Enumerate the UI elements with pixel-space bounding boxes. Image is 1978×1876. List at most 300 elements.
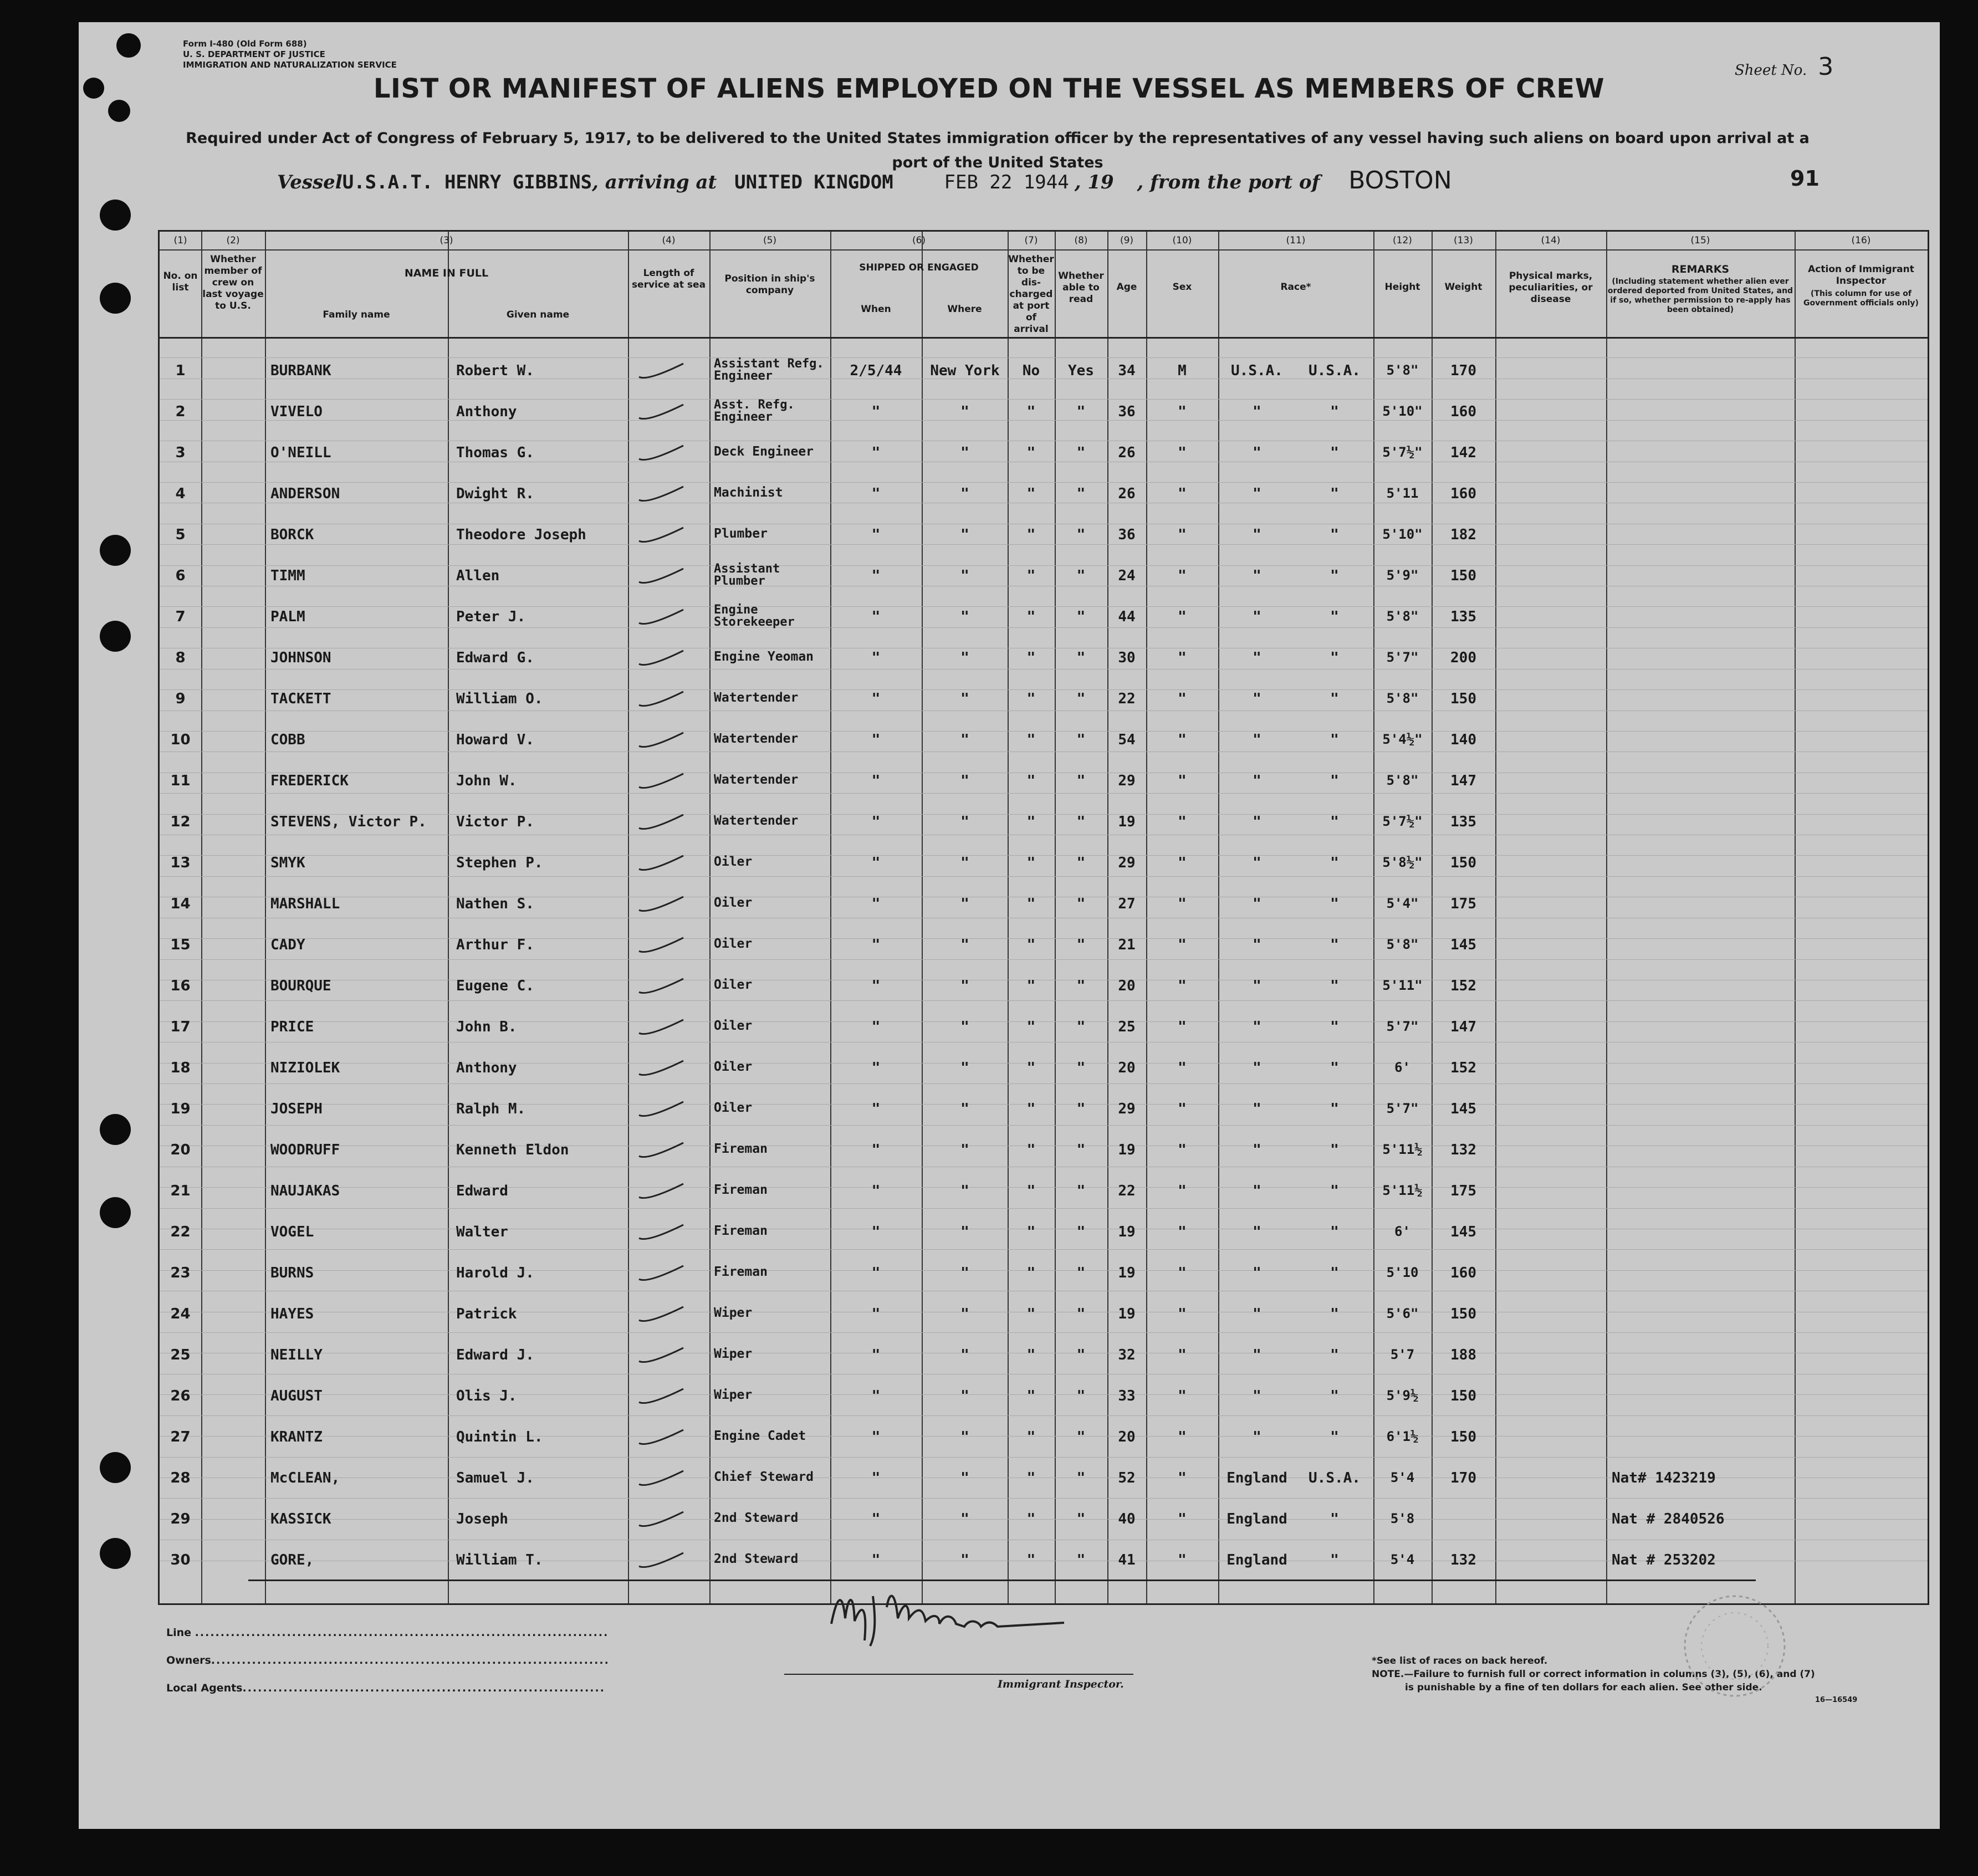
discharged: " <box>1026 691 1036 707</box>
service-check-mark <box>636 1550 686 1572</box>
height: 5'7½" <box>1382 444 1423 460</box>
weight: 145 <box>1450 1101 1476 1117</box>
punch-hole <box>116 33 141 58</box>
sex: " <box>1178 732 1187 748</box>
position: Assistant Refg. Engineer <box>714 357 824 383</box>
family-name: COBB <box>270 732 305 748</box>
nationality: " <box>1330 526 1339 543</box>
vessel-line <box>277 166 1452 195</box>
service-check-mark <box>636 729 686 752</box>
able-to-read: " <box>1076 814 1086 830</box>
position: Watertender <box>714 814 799 828</box>
row-number: 23 <box>170 1265 191 1281</box>
row-number: 22 <box>170 1224 191 1240</box>
age: 41 <box>1118 1552 1136 1568</box>
column-number: (4) <box>662 235 676 246</box>
race: " <box>1253 978 1261 994</box>
nationality: " <box>1330 1306 1339 1322</box>
given-name: Edward <box>456 1183 508 1199</box>
position: Fireman <box>714 1142 768 1156</box>
race: " <box>1253 444 1261 461</box>
shipped-where: " <box>960 773 969 789</box>
race: " <box>1253 1019 1261 1035</box>
shipped-where: " <box>960 609 969 625</box>
service-check-mark <box>636 1180 686 1203</box>
age: 54 <box>1118 732 1136 748</box>
row-number: 17 <box>170 1019 191 1035</box>
column-number: (1) <box>173 235 187 246</box>
shipped-when: " <box>871 937 881 953</box>
shipped-where: " <box>960 978 969 994</box>
family-name: KRANTZ <box>270 1429 323 1445</box>
punch-hole <box>100 1197 131 1228</box>
row-number: 11 <box>170 773 191 789</box>
position: Wiper <box>714 1347 753 1361</box>
height: 5'11½ <box>1382 1183 1423 1198</box>
position: Oiler <box>714 978 753 992</box>
position: Watertender <box>714 732 799 746</box>
family-name: PRICE <box>270 1019 314 1035</box>
family-name: McCLEAN, <box>270 1470 340 1486</box>
able-to-read: " <box>1076 1183 1086 1199</box>
row-rule <box>160 606 1928 607</box>
shipped-where: " <box>960 1388 969 1404</box>
shipped-when: " <box>871 526 881 543</box>
sex: " <box>1178 444 1187 461</box>
discharged: " <box>1026 1101 1036 1117</box>
height: 5'8" <box>1386 773 1419 788</box>
race: " <box>1253 855 1261 871</box>
age: 27 <box>1118 896 1136 912</box>
able-to-read: " <box>1076 1388 1086 1404</box>
header-divider <box>160 337 1928 339</box>
sex: " <box>1178 1101 1187 1117</box>
able-to-read: " <box>1076 1019 1086 1035</box>
family-name: BURNS <box>270 1265 314 1281</box>
given-name: Kenneth Eldon <box>456 1142 569 1158</box>
height: 5'4 <box>1390 1470 1415 1485</box>
height: 5'7" <box>1386 1101 1419 1116</box>
row-number: 20 <box>170 1142 191 1158</box>
sex: " <box>1178 485 1187 502</box>
age: 26 <box>1118 485 1136 502</box>
nationality: " <box>1330 1060 1339 1076</box>
position: Plumber <box>714 526 768 541</box>
able-to-read: " <box>1076 1224 1086 1240</box>
discharged: No <box>1022 362 1040 379</box>
shipped-when: " <box>871 691 881 707</box>
shipped-when: " <box>871 773 881 789</box>
weight: 175 <box>1450 1183 1476 1199</box>
header-discharged: Whether to be dis-charged at port of arrival <box>1008 254 1054 335</box>
row-number: 13 <box>170 855 191 871</box>
able-to-read: " <box>1076 773 1086 789</box>
race: " <box>1253 896 1261 912</box>
family-name: NEILLY <box>270 1347 323 1363</box>
given-name: Victor P. <box>456 814 534 830</box>
position: Watertender <box>714 773 799 787</box>
position: Oiler <box>714 1101 753 1115</box>
header-remarks: REMARKS <box>1671 263 1730 275</box>
height: 5'9" <box>1386 568 1419 583</box>
able-to-read: " <box>1076 1511 1086 1527</box>
service-check-mark <box>636 442 686 464</box>
given-name: Howard V. <box>456 732 534 748</box>
punch-hole <box>100 283 131 314</box>
age: 33 <box>1118 1388 1136 1404</box>
shipped-when: " <box>871 485 881 502</box>
penalty-note: NOTE.—Failure to furnish full or correct information in columns (3), (5), (6), and (7) <box>1372 1669 1815 1680</box>
shipped-when: " <box>871 896 881 912</box>
position: Engine Yeoman <box>714 650 814 664</box>
age: 22 <box>1118 1183 1136 1199</box>
discharged: " <box>1026 1060 1036 1076</box>
sex: " <box>1178 1019 1187 1035</box>
service-check-mark <box>636 1098 686 1121</box>
shipped-where: " <box>960 1306 969 1322</box>
header-when: When <box>861 304 891 315</box>
race: " <box>1253 1265 1261 1281</box>
height: 6' <box>1394 1060 1410 1075</box>
given-name: Dwight R. <box>456 485 534 502</box>
weight: 152 <box>1450 1060 1476 1076</box>
shipped-where: " <box>960 814 969 830</box>
shipped-when: " <box>871 1429 881 1445</box>
column-number: (7) <box>1024 235 1038 246</box>
able-to-read: " <box>1076 1470 1086 1486</box>
service-check-mark <box>636 647 686 669</box>
height: 5'4 <box>1390 1552 1415 1567</box>
position: Chief Steward <box>714 1470 814 1484</box>
row-number: 16 <box>170 978 191 994</box>
height: 5'7 <box>1390 1347 1415 1362</box>
shipped-when: " <box>871 1552 881 1568</box>
header-name-in-full: NAME IN FULL <box>404 267 489 279</box>
family-name: NAUJAKAS <box>270 1183 340 1199</box>
row-rule <box>160 1125 1928 1126</box>
sex: " <box>1178 937 1187 953</box>
given-name: Nathen S. <box>456 896 534 912</box>
race: " <box>1253 568 1261 584</box>
service-check-mark <box>636 401 686 423</box>
weight: 188 <box>1450 1347 1476 1363</box>
sheet-label: Sheet No. <box>1735 62 1807 79</box>
sex: " <box>1178 1552 1187 1568</box>
row-number: 27 <box>170 1429 191 1445</box>
column-number: (2) <box>226 235 240 246</box>
given-name: Stephen P. <box>456 855 543 871</box>
age: 19 <box>1118 1224 1136 1240</box>
row-rule <box>160 565 1928 566</box>
given-name: Anthony <box>456 403 517 420</box>
race: " <box>1253 1429 1261 1445</box>
given-name: Joseph <box>456 1511 508 1527</box>
family-name: SMYK <box>270 855 305 871</box>
inspector-signature <box>820 1574 1075 1652</box>
shipped-when: " <box>871 1470 881 1486</box>
sex: " <box>1178 1511 1187 1527</box>
family-name: JOSEPH <box>270 1101 323 1117</box>
nationality: U.S.A. <box>1309 1470 1361 1486</box>
weight: 150 <box>1450 855 1476 871</box>
shipped-where: " <box>960 568 969 584</box>
row-number: 19 <box>170 1101 191 1117</box>
manifest-number: 91 <box>1790 166 1819 191</box>
weight: 145 <box>1450 937 1476 953</box>
race: " <box>1253 650 1261 666</box>
able-to-read: " <box>1076 1142 1086 1158</box>
sex: " <box>1178 1224 1187 1240</box>
shipped-when: " <box>871 403 881 420</box>
service-check-mark <box>636 1345 686 1367</box>
row-number: 14 <box>170 896 191 912</box>
race: " <box>1253 1060 1261 1076</box>
position: Oiler <box>714 896 753 910</box>
family-name: VIVELO <box>270 403 323 420</box>
row-number: 15 <box>170 937 191 953</box>
service-check-mark <box>636 524 686 546</box>
form-identifier <box>183 39 397 70</box>
able-to-read: " <box>1076 896 1086 912</box>
shipped-where: " <box>960 1019 969 1035</box>
age: 34 <box>1118 362 1136 379</box>
position: Oiler <box>714 937 753 951</box>
given-name: Samuel J. <box>456 1470 534 1486</box>
column-number: (11) <box>1286 235 1306 246</box>
age: 29 <box>1118 855 1136 871</box>
manifest-table <box>158 230 1929 1605</box>
discharged: " <box>1026 1470 1036 1486</box>
nationality: " <box>1330 855 1339 871</box>
row-number: 8 <box>175 650 186 666</box>
given-name: Thomas G. <box>456 444 534 461</box>
from-label: , from the port of <box>1137 171 1320 193</box>
family-name: MARSHALL <box>270 896 340 912</box>
weight: 147 <box>1450 773 1476 789</box>
service-check-mark <box>636 565 686 587</box>
family-name: NIZIOLEK <box>270 1060 340 1076</box>
discharged: " <box>1026 526 1036 543</box>
shipped-where: " <box>960 855 969 871</box>
header-where: Where <box>947 304 982 315</box>
sex: " <box>1178 1429 1187 1445</box>
line-label: Line ................................................................................. <box>166 1627 609 1639</box>
age: 52 <box>1118 1470 1136 1486</box>
age: 29 <box>1118 1101 1136 1117</box>
row-number: 2 <box>175 403 186 420</box>
form-number: Form I-480 (Old Form 688) <box>183 39 307 49</box>
race: " <box>1253 526 1261 543</box>
position: Wiper <box>714 1306 753 1320</box>
nationality: " <box>1330 1265 1339 1281</box>
position: Fireman <box>714 1183 768 1197</box>
able-to-read: " <box>1076 855 1086 871</box>
column-number: (5) <box>763 235 777 246</box>
race: " <box>1253 1142 1261 1158</box>
row-rule <box>160 1249 1928 1250</box>
given-name: Anthony <box>456 1060 517 1076</box>
race: " <box>1253 1347 1261 1363</box>
column-number-divider <box>160 249 1928 251</box>
sex: " <box>1178 1470 1187 1486</box>
arriving-at: UNITED KINGDOM <box>734 171 893 193</box>
able-to-read: " <box>1076 1101 1086 1117</box>
row-rule <box>160 959 1928 960</box>
service-check-mark <box>636 1386 686 1408</box>
header-action: Action of Immigrant Inspector <box>1808 264 1914 287</box>
age: 19 <box>1118 1306 1136 1322</box>
weight: 170 <box>1450 1470 1476 1486</box>
height: 5'7" <box>1386 1019 1419 1034</box>
able-to-read: " <box>1076 609 1086 625</box>
position: Oiler <box>714 855 753 869</box>
row-rule <box>160 1498 1928 1499</box>
discharged: " <box>1026 1388 1036 1404</box>
weight: 150 <box>1450 691 1476 707</box>
discharged: " <box>1026 1347 1036 1363</box>
row-rule <box>160 689 1928 690</box>
nationality: U.S.A. <box>1309 362 1361 379</box>
nationality: " <box>1330 1183 1339 1199</box>
row-number: 28 <box>170 1470 191 1486</box>
weight: 160 <box>1450 485 1476 502</box>
family-name: TACKETT <box>270 691 331 707</box>
position: Fireman <box>714 1265 768 1279</box>
family-name: BOURQUE <box>270 978 331 994</box>
race: England <box>1226 1470 1287 1486</box>
vessel-label: Vessel <box>277 171 343 193</box>
shipped-when: " <box>871 1142 881 1158</box>
shipped-where: " <box>960 485 969 502</box>
row-number: 1 <box>175 362 186 379</box>
position: Wiper <box>714 1388 753 1402</box>
row-number: 4 <box>175 485 186 502</box>
service-check-mark <box>636 934 686 957</box>
able-to-read: " <box>1076 568 1086 584</box>
shipped-when: " <box>871 609 881 625</box>
sex: " <box>1178 1347 1187 1363</box>
header-physical-marks: Physical marks, peculiarities, or disease <box>1509 270 1593 305</box>
row-rule <box>160 1083 1928 1084</box>
age: 30 <box>1118 650 1136 666</box>
discharged: " <box>1026 896 1036 912</box>
print-code: 16—16549 <box>1815 1696 1858 1704</box>
shipped-when: " <box>871 1306 881 1322</box>
shipped-where: " <box>960 1142 969 1158</box>
discharged: " <box>1026 773 1036 789</box>
position: 2nd Steward <box>714 1511 799 1525</box>
header-position: Position in ship's company <box>724 273 815 296</box>
able-to-read: " <box>1076 978 1086 994</box>
height: 6'1½ <box>1386 1429 1419 1444</box>
row-number: 24 <box>170 1306 191 1322</box>
nationality: " <box>1330 444 1339 461</box>
family-name: O'NEILL <box>270 444 331 461</box>
discharged: " <box>1026 1265 1036 1281</box>
nationality: " <box>1330 568 1339 584</box>
age: 40 <box>1118 1511 1136 1527</box>
sex: " <box>1178 1306 1187 1322</box>
shipped-where: " <box>960 444 969 461</box>
family-name: FREDERICK <box>270 773 349 789</box>
weight: 152 <box>1450 978 1476 994</box>
service: IMMIGRATION AND NATURALIZATION SERVICE <box>183 60 397 70</box>
nationality: " <box>1330 978 1339 994</box>
header-family-name: Family name <box>323 309 390 320</box>
age: 19 <box>1118 1265 1136 1281</box>
age: 21 <box>1118 937 1136 953</box>
punch-hole <box>100 1538 131 1569</box>
row-number: 6 <box>175 568 186 584</box>
age: 29 <box>1118 773 1136 789</box>
weight: 142 <box>1450 444 1476 461</box>
row-number: 29 <box>170 1511 191 1527</box>
sex: " <box>1178 403 1187 420</box>
age: 20 <box>1118 1060 1136 1076</box>
nationality: " <box>1330 1347 1339 1363</box>
service-check-mark <box>636 360 686 382</box>
remarks: Nat # 253202 <box>1612 1552 1716 1568</box>
discharged: " <box>1026 1142 1036 1158</box>
race: " <box>1253 814 1261 830</box>
discharged: " <box>1026 403 1036 420</box>
discharged: " <box>1026 1429 1036 1445</box>
service-check-mark <box>636 1304 686 1326</box>
row-number: 5 <box>175 526 186 543</box>
shipped-where: " <box>960 1183 969 1199</box>
column-number: (9) <box>1120 235 1134 246</box>
page-title: LIST OR MANIFEST OF ALIENS EMPLOYED ON THE VESSEL AS MEMBERS OF CREW <box>373 73 1605 104</box>
shipped-when: " <box>871 814 881 830</box>
nationality: " <box>1330 1429 1339 1445</box>
inspector-label: Immigrant Inspector. <box>998 1678 1124 1690</box>
shipped-where: " <box>960 403 969 420</box>
header-length-of-service: Length of service at sea <box>631 268 706 290</box>
sex: " <box>1178 1142 1187 1158</box>
penalty-note-cont: is punishable by a fine of ten dollars for each alien. See other side. <box>1405 1682 1762 1693</box>
service-check-mark <box>636 1468 686 1490</box>
row-number: 9 <box>175 691 186 707</box>
race: " <box>1253 1388 1261 1404</box>
discharged: " <box>1026 650 1036 666</box>
nationality: " <box>1330 814 1339 830</box>
shipped-where: " <box>960 1101 969 1117</box>
shipped-when: " <box>871 1388 881 1404</box>
height: 5'11½ <box>1382 1142 1423 1157</box>
shipped-when: 2/5/44 <box>850 362 902 379</box>
shipped-where: " <box>960 1060 969 1076</box>
given-name: Robert W. <box>456 362 534 379</box>
year-suffix: , 19 <box>1074 171 1114 193</box>
service-check-mark <box>636 483 686 505</box>
weight: 182 <box>1450 526 1476 543</box>
nationality: " <box>1330 937 1339 953</box>
discharged: " <box>1026 1224 1036 1240</box>
punch-hole <box>100 1114 131 1145</box>
nationality: " <box>1330 1552 1339 1568</box>
discharged: " <box>1026 937 1036 953</box>
family-name: PALM <box>270 609 305 625</box>
service-check-mark <box>636 1139 686 1162</box>
weight: 132 <box>1450 1552 1476 1568</box>
row-rule <box>160 1208 1928 1209</box>
height: 5'4" <box>1386 896 1419 911</box>
punch-hole <box>100 621 131 652</box>
given-name: Arthur F. <box>456 937 534 953</box>
arrival-date: FEB 22 1944 <box>944 171 1069 193</box>
height: 5'10" <box>1382 526 1423 542</box>
position: Oiler <box>714 1019 753 1033</box>
